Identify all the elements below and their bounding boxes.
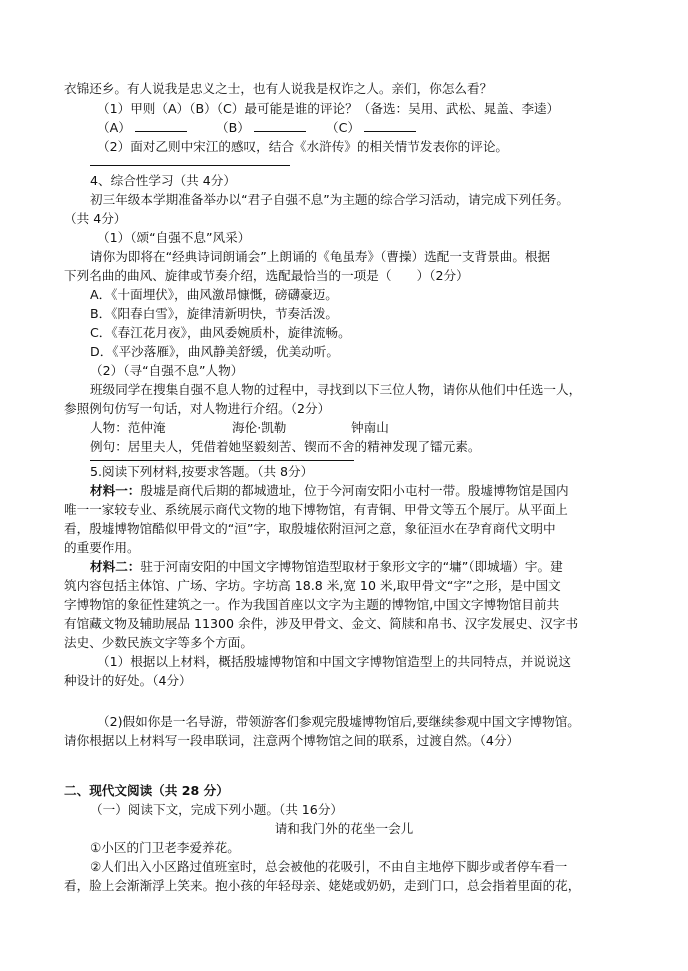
article-title: 请和我门外的花坐一会儿 — [274, 821, 414, 836]
text-line: 的重要作用。 — [64, 540, 140, 555]
option-c: C．《春江花月夜》，曲风委婉质朴，旋律流畅。 — [90, 325, 351, 340]
part-heading: 二、现代文阅读（共 28 分） — [64, 783, 229, 798]
material-2-line — [90, 557, 563, 576]
text-line: （共 4分） — [64, 211, 127, 226]
blank-b — [254, 119, 306, 132]
question-4-1-prompt: （1）甲则（A）（B）（C）最可能是谁的评论？（备选：吴用、武松、晁盖、李逵） — [97, 101, 560, 116]
label-c: （C） — [326, 120, 360, 135]
material-1-text: 殷墟是商代后期的都城遗址，位于今河南安阳小屯村一带。殷墟博物馆是国内 — [140, 483, 569, 498]
text-line: 班级同学在搜集自强不息人物的过程中，寻找到以下三位人物，请你从他们中任选一人， — [90, 382, 582, 397]
person-2: 海伦·凯勒 — [232, 420, 287, 435]
paragraph-1: ①小区的门卫老李爱养花。 — [90, 840, 240, 855]
option-a: A．《十面埋伏》，曲风激昂慷慨，磅礴豪迈。 — [90, 287, 338, 302]
reading-instruction: （一）阅读下文，完成下列小题。（共 16分） — [90, 802, 344, 817]
text-line: 看，脸上会渐渐浮上笑来。抱小孩的年轻母亲、姥姥或奶奶，走到门口，总会指着里面的花， — [64, 878, 581, 893]
section-heading: 5.阅读下列材料,按要求答题。（共 8分） — [90, 464, 314, 479]
option-d: D．《平沙落雁》，曲风静美舒缓，优美动听。 — [90, 344, 339, 359]
text-line: 筑内容包括主体馆、广场、字坊。字坊高 18.8 米,宽 10 米,取甲骨文“字”之形，是中国文 — [64, 578, 561, 593]
text-line: 法史、少数民族文字等多个方面。 — [64, 635, 253, 650]
answer-line-a — [97, 118, 187, 137]
text-line: 唯一一家较专业、系统展示商代文物的地下博物馆，有青铜、甲骨文等五个展厅。从平面上 — [64, 502, 568, 517]
label-a: （A） — [97, 120, 131, 135]
text-line: 请你为即将在“经典诗词朗诵会”上朗诵的《龟虽寿》（曹操）选配一支背景曲。根据 — [90, 249, 551, 264]
text-line: 字博物馆的象征性建筑之一。作为我国首座以文字为主题的博物馆,中国文字博物馆目前共 — [64, 597, 560, 612]
question-4-2-prompt: （2）面对乙则中宋江的感叹，结合《水浒传》的相关情节发表你的评论。 — [97, 139, 509, 154]
answer-underline — [90, 460, 354, 461]
text-line: 请你根据以上材料写一段串联词，注意两个博物馆之间的联系，过渡自然。（4分） — [64, 733, 520, 748]
blank-c — [364, 119, 416, 132]
text-line: 种设计的好处。（4分） — [64, 673, 192, 688]
blank-a — [135, 119, 187, 132]
question-5-2-prompt: （2)假如你是一名导游，带领游客们参观完殷墟博物馆后,要继续参观中国文字博物馆。 — [97, 714, 580, 729]
answer-underline — [90, 165, 290, 166]
text-line: 衣锦还乡。有人说我是忠义之士，也有人说我是权诈之人。亲们，你怎么看？ — [64, 81, 493, 96]
example-sentence: 例句：居里夫人，凭借着她坚毅刻苦、锲而不舍的精神发现了镭元素。 — [90, 439, 481, 454]
material-1-line — [90, 481, 569, 500]
paragraph-2: ②人们出入小区路过值班室时，总会被他的花吸引，不由自主地停下脚步或者停车看一 — [90, 859, 568, 874]
material-2-text: 驻于河南安阳的中国文字博物馆造型取材于象形文字的“墉”（即城墙）宇。建 — [140, 559, 563, 574]
label-b: （B） — [216, 120, 250, 135]
section-heading: 4、综合性学习（共 4分） — [90, 173, 236, 188]
material-1-label: 材料一： — [90, 483, 141, 498]
text-line: 有馆藏文物及辅助展品 11300 余件，涉及甲骨文、金文、简牍和帛书、汉字发展史、汉字书 — [64, 616, 579, 631]
person-3: 钟南山 — [351, 420, 389, 435]
question-5-1-prompt: （1）根据以上材料，概括殷墟博物馆和中国文字博物馆造型上的共同特点，并说说这 — [97, 654, 571, 669]
sub-question-heading: （2）（寻“自强不息”人物） — [90, 363, 244, 378]
text-line: 参照例句仿写一句话，对人物进行介绍。（2分） — [64, 401, 331, 416]
text-line: 看，殷墟博物馆酷似甲骨文的“洹”字，取殷墟依附洹河之意，象征洹水在孕育商代文明中 — [64, 521, 556, 536]
sub-question-heading: （1）（颂“自强不息”风采） — [97, 230, 251, 245]
answer-line-b — [216, 118, 306, 137]
material-2-label: 材料二： — [90, 559, 141, 574]
person-1: 人物：范仲淹 — [90, 420, 166, 435]
text-line: 下列名曲的曲风、旋律或节奏介绍，选配最恰当的一项是（ ）（2分） — [64, 268, 469, 283]
text-line: 初三年级本学期准备举办以“君子自强不息”为主题的综合学习活动，请完成下列任务。 — [90, 192, 570, 207]
option-b: B．《阳春白雪》，旋律清新明快，节奏活泼。 — [90, 306, 338, 321]
answer-line-c — [326, 118, 416, 137]
